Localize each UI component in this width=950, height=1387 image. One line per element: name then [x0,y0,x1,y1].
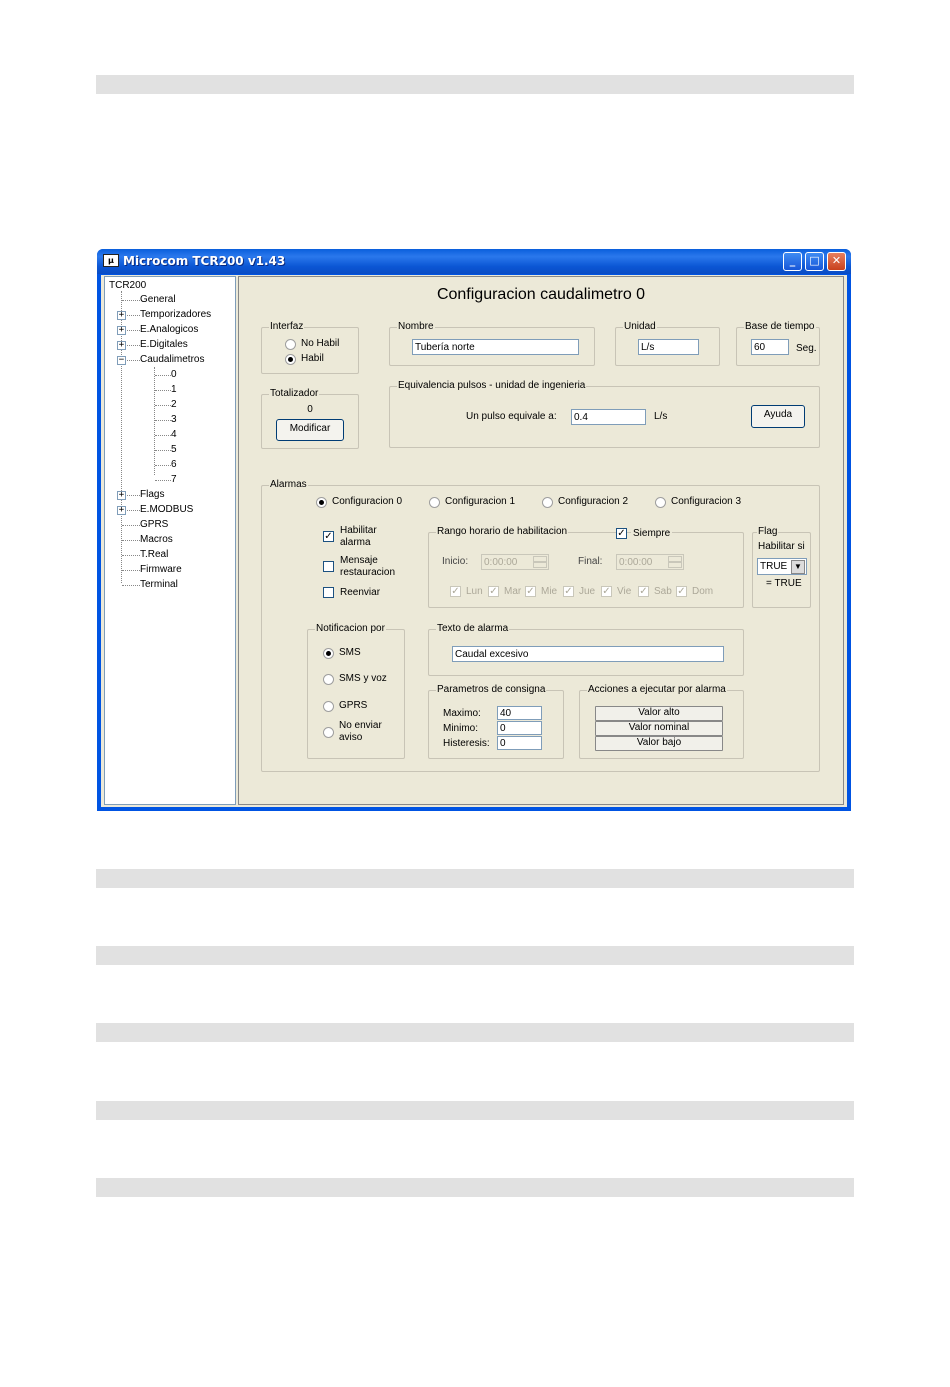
tree-item-e-digitales[interactable]: E.Digitales [140,339,188,350]
checkbox-label: Habilitar [340,525,377,536]
group-label: Unidad [624,321,656,332]
day-label: Jue [579,586,596,597]
client-area [101,275,847,807]
radio-label: aviso [339,732,363,743]
unidad-group [615,321,720,366]
equivalencia-prompt: Un pulso equivale a: [466,411,557,422]
valor-alto-button[interactable]: Valor alto [595,706,723,721]
inicio-label: Inicio: [442,556,469,567]
expand-icon[interactable]: + [118,310,125,320]
radio-gprs[interactable] [323,701,334,712]
habilitar-si-label: Habilitar si [758,541,805,552]
final-value: 0:00:00 [619,557,653,568]
final-label: Final: [578,556,603,567]
tree-item-caudalimetro-3[interactable]: 3 [171,414,177,425]
tree-item-general[interactable]: General [140,294,176,305]
radio-sms[interactable] [323,648,334,659]
minimo-label: Minimo: [443,723,479,734]
tree-item-caudalimetros[interactable]: Caudalimetros [140,354,205,365]
radio-label: Configuracion 2 [558,496,629,507]
config-panel [238,276,844,805]
final-time-input[interactable] [616,554,684,570]
window-title: Microcom TCR200 v1.43 [123,254,286,268]
tree-item-flags[interactable]: Flags [140,489,165,500]
group-label: Equivalencia pulsos - unidad de ingenieria [398,380,586,391]
valor-nominal-button[interactable]: Valor nominal [595,721,723,736]
nombre-input[interactable]: Tubería norte [412,339,579,355]
day-vie-checkbox[interactable]: ✓ [602,586,611,597]
radio-label: No Habil [301,338,340,349]
day-label: Lun [466,586,483,597]
radio-label: SMS [339,647,361,658]
radio-label: Habil [301,353,324,364]
notificacion-group [307,623,405,759]
unidad-input[interactable]: L/s [638,339,699,355]
group-label: Notificacion por [316,623,385,634]
tree-item-temporizadores[interactable]: Temporizadores [140,309,212,320]
expand-icon[interactable]: + [118,505,125,515]
tree-item-terminal[interactable]: Terminal [140,579,178,590]
flag-select[interactable] [757,558,807,575]
tree-root-tcr200[interactable]: TCR200 [109,280,147,291]
mensaje-restauracion-checkbox[interactable] [323,561,334,572]
group-label: Texto de alarma [437,623,509,634]
flag-result: = TRUE [766,578,802,589]
pulso-input[interactable]: 0.4 [571,409,646,425]
equivalencia-group [389,380,820,448]
tree-item-gprs[interactable]: GPRS [140,519,169,530]
tree-item-caudalimetro-4[interactable]: 4 [171,429,177,440]
flag-select-value: TRUE [760,561,788,572]
tree-item-caudalimetro-1[interactable]: 1 [171,384,177,395]
unit-label: L/s [654,411,668,422]
day-label: Mie [541,586,558,597]
maximize-button[interactable]: □ [805,252,824,271]
radio-label: No enviar [339,720,382,731]
radio-no-enviar[interactable] [323,727,334,738]
tree-item-e-modbus[interactable]: E.MODBUS [140,504,194,515]
group-label: Acciones a ejecutar por alarma [588,684,726,695]
texto-alarma-group [428,623,744,676]
group-label: Totalizador [270,388,319,399]
radio-label: GPRS [339,700,368,711]
interfaz-group [261,321,359,374]
consigna-group [428,684,564,759]
totalizador-group [261,388,359,449]
day-lun-checkbox[interactable]: ✓ [451,586,460,597]
radio-no-habil[interactable] [285,339,296,350]
histeresis-label: Histeresis: [443,738,490,749]
navigation-tree[interactable] [104,276,236,805]
day-label: Vie [617,586,632,597]
page-divider-bar [96,1178,854,1197]
page-divider-bar [96,75,854,94]
radio-config-0[interactable] [316,497,327,508]
application-window [97,249,851,811]
radio-label: Configuracion 0 [332,496,403,507]
page-divider-bar [96,1101,854,1120]
histeresis-input[interactable]: 0 [497,736,542,750]
inicio-value: 0:00:00 [484,557,518,568]
radio-sms-y-voz[interactable] [323,674,334,685]
inicio-time-input[interactable] [481,554,549,570]
day-mar-checkbox[interactable]: ✓ [489,586,498,597]
unit-label: Seg. [796,343,817,354]
minimo-input[interactable]: 0 [497,721,542,735]
group-label: Alarmas [270,479,307,490]
day-jue-checkbox[interactable]: ✓ [564,586,573,597]
ayuda-button[interactable]: Ayuda [751,405,805,428]
day-label: Dom [692,586,714,597]
group-label: Nombre [398,321,434,332]
rango-horario-group [428,526,744,608]
day-sab-checkbox[interactable]: ✓ [639,586,648,597]
collapse-icon[interactable]: − [118,355,125,365]
page-title: Configuracion caudalimetro 0 [436,286,646,303]
tree-item-t-real[interactable]: T.Real [140,549,169,560]
siempre-checkbox[interactable]: ✓ [617,528,626,539]
tree-item-caudalimetro-7[interactable]: 7 [171,474,177,485]
tree-item-caudalimetro-5[interactable]: 5 [171,444,177,455]
expand-icon[interactable]: + [118,490,125,500]
group-label: Base de tiempo [745,321,815,332]
maximo-label: Maximo: [443,708,481,719]
day-mie-checkbox[interactable]: ✓ [526,586,535,597]
flag-group [752,526,811,608]
page-divider-bar [96,869,854,888]
tree-item-e-analogicos[interactable]: E.Analogicos [140,324,199,335]
valor-bajo-button[interactable]: Valor bajo [595,736,723,751]
tree-item-caudalimetro-6[interactable]: 6 [171,459,177,470]
day-dom-checkbox[interactable]: ✓ [677,586,686,597]
modificar-button[interactable]: Modificar [276,419,344,441]
nombre-group [389,321,595,366]
radio-config-1[interactable] [429,497,440,508]
chevron-down-icon[interactable]: ▼ [791,560,805,574]
group-label: Parametros de consigna [437,684,546,695]
tree-item-macros[interactable]: Macros [140,534,173,545]
alarmas-group [261,479,820,772]
close-button[interactable]: ✕ [827,252,846,271]
app-icon[interactable]: μ [103,254,119,267]
spinner-icon[interactable] [668,556,682,568]
checkbox-label: Siempre [633,528,671,539]
group-label: Flag [758,526,778,537]
maximo-input[interactable]: 40 [497,706,542,720]
day-label: Mar [504,586,522,597]
radio-habil[interactable] [285,354,296,365]
checkbox-label: Reenviar [340,587,381,598]
radio-label: Configuracion 3 [671,496,742,507]
minimize-button[interactable]: _ [783,252,802,271]
radio-config-3[interactable] [655,497,666,508]
totalizador-value: 0 [307,404,313,415]
checkbox-label: Mensaje [340,555,378,566]
base-tiempo-group [736,321,820,366]
title-bar[interactable] [97,249,851,274]
day-label: Sab [654,586,672,597]
tree-item-caudalimetro-2[interactable]: 2 [171,399,177,410]
tree-item-firmware[interactable]: Firmware [140,564,182,575]
page-divider-bar [96,946,854,965]
habilitar-alarma-checkbox[interactable]: ✓ [324,531,333,542]
spinner-icon[interactable] [533,556,547,568]
page-divider-bar [96,1023,854,1042]
checkbox-label: restauracion [340,567,396,578]
expand-icon[interactable]: + [118,325,125,335]
radio-config-2[interactable] [542,497,553,508]
checkbox-label: alarma [340,537,371,548]
base-tiempo-input[interactable]: 60 [751,339,789,355]
expand-icon[interactable]: + [118,340,125,350]
group-label: Rango horario de habilitacion [437,526,568,537]
radio-label: Configuracion 1 [445,496,516,507]
reenviar-checkbox[interactable] [323,587,334,598]
tree-item-caudalimetro-0[interactable]: 0 [171,369,177,380]
group-label: Interfaz [270,321,304,332]
radio-label: SMS y voz [339,673,387,684]
texto-alarma-input[interactable]: Caudal excesivo [452,646,724,662]
acciones-group [579,684,744,759]
